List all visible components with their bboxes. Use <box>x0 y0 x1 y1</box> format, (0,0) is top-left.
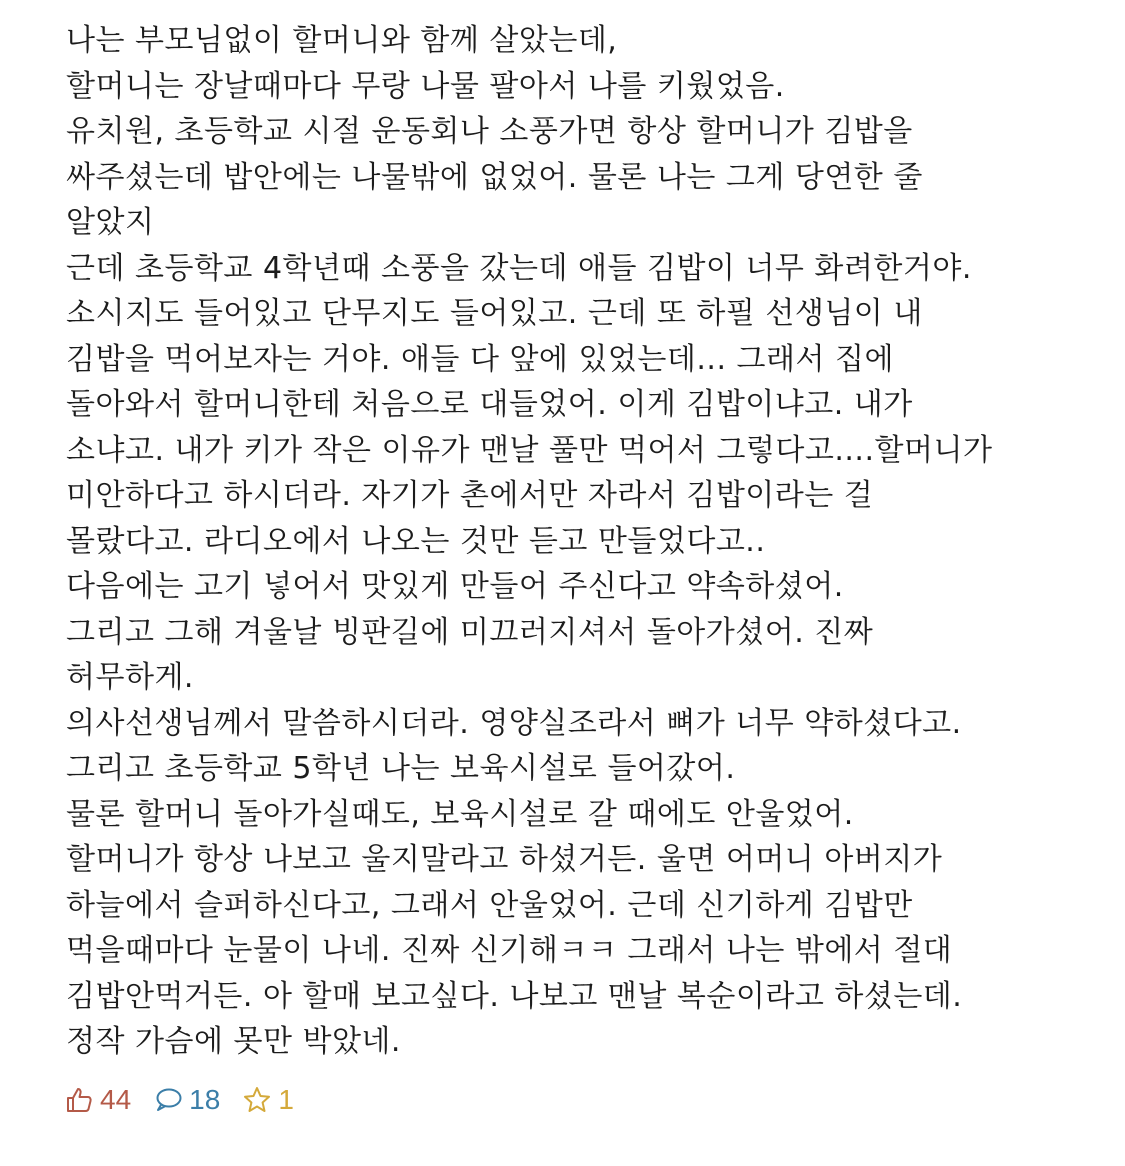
like-count: 44 <box>100 1084 132 1115</box>
post-text-line: 근데 초등학교 4학년때 소풍을 갔는데 애들 김밥이 너무 화려한거야. <box>66 250 972 286</box>
post-text-line: 김밥안먹거든. 아 할매 보고싶다. 나보고 맨날 복순이라고 하셨는데. <box>66 978 963 1014</box>
comment-count: 18 <box>189 1084 221 1115</box>
post-text-line: 할머니는 장날때마다 무랑 나물 팔아서 나를 키웠었음. <box>66 68 785 104</box>
post-text-line: 미안하다고 하시더라. 자기가 촌에서만 자라서 김밥이라는 걸 <box>66 478 874 513</box>
post-text-line: 알았지 <box>66 205 155 240</box>
post-text-line: 물론 할머니 돌아가실때도, 보육시설로 갈 때에도 안울었어. <box>66 796 854 832</box>
post-text-line: 그리고 초등학교 5학년 나는 보육시설로 들어갔어. <box>66 751 736 786</box>
post-text-line: 의사선생님께서 말씀하시더라. 영양실조라서 뼈가 너무 약하셨다고. <box>66 705 962 741</box>
post-text-line: 소시지도 들어있고 단무지도 들어있고. 근데 또 하필 선생님이 내 <box>66 296 923 331</box>
post-text-line: 나는 부모님없이 할머니와 함께 살았는데, <box>66 23 618 58</box>
thumbs-up-icon <box>64 1085 94 1115</box>
star-icon <box>242 1085 272 1115</box>
post-text-line: 몰랐다고. 라디오에서 나오는 것만 듣고 만들었다고.. <box>66 523 766 559</box>
post-body <box>66 18 1106 1065</box>
post-text-line: 먹을때마다 눈물이 나네. 진짜 신기해ㅋㅋ 그래서 나는 밖에서 절대 <box>66 933 953 968</box>
post-text-line: 소냐고. 내가 키가 작은 이유가 맨날 풀만 먹어서 그렇다고....할머니가 <box>66 432 993 468</box>
post-text-line: 돌아와서 할머니한테 처음으로 대들었어. 이게 김밥이냐고. 내가 <box>66 387 913 422</box>
favorite-count: 1 <box>278 1084 294 1115</box>
post-text-line: 그리고 그해 겨울날 빙판길에 미끄러지셔서 돌아가셨어. 진짜 <box>66 614 874 650</box>
post-text-line: 다음에는 고기 넣어서 맛있게 만들어 주신다고 약속하셨어. <box>66 569 844 604</box>
speech-bubble-icon <box>153 1085 183 1115</box>
favorite-button[interactable] <box>242 1084 294 1116</box>
post-stats-bar <box>64 1080 316 1120</box>
post-text-line: 하늘에서 슬퍼하신다고, 그래서 안울었어. 근데 신기하게 김밥만 <box>66 887 913 923</box>
post-text-line: 싸주셨는데 밥안에는 나물밖에 없었어. 물론 나는 그게 당연한 줄 <box>66 159 923 195</box>
post-text-line: 김밥을 먹어보자는 거야. 애들 다 앞에 있었는데... 그래서 집에 <box>66 341 894 377</box>
post-text-line: 허무하게. <box>66 660 194 695</box>
post-text-line: 유치원, 초등학교 시절 운동회나 소풍가면 항상 할머니가 김밥을 <box>66 114 913 149</box>
post-text-line: 정작 가슴에 못만 박았네. <box>66 1024 401 1059</box>
like-button[interactable] <box>64 1084 131 1116</box>
comment-button[interactable] <box>153 1084 220 1116</box>
post-text-line: 할머니가 항상 나보고 울지말라고 하셨거든. 울면 어머니 아버지가 <box>66 842 943 877</box>
